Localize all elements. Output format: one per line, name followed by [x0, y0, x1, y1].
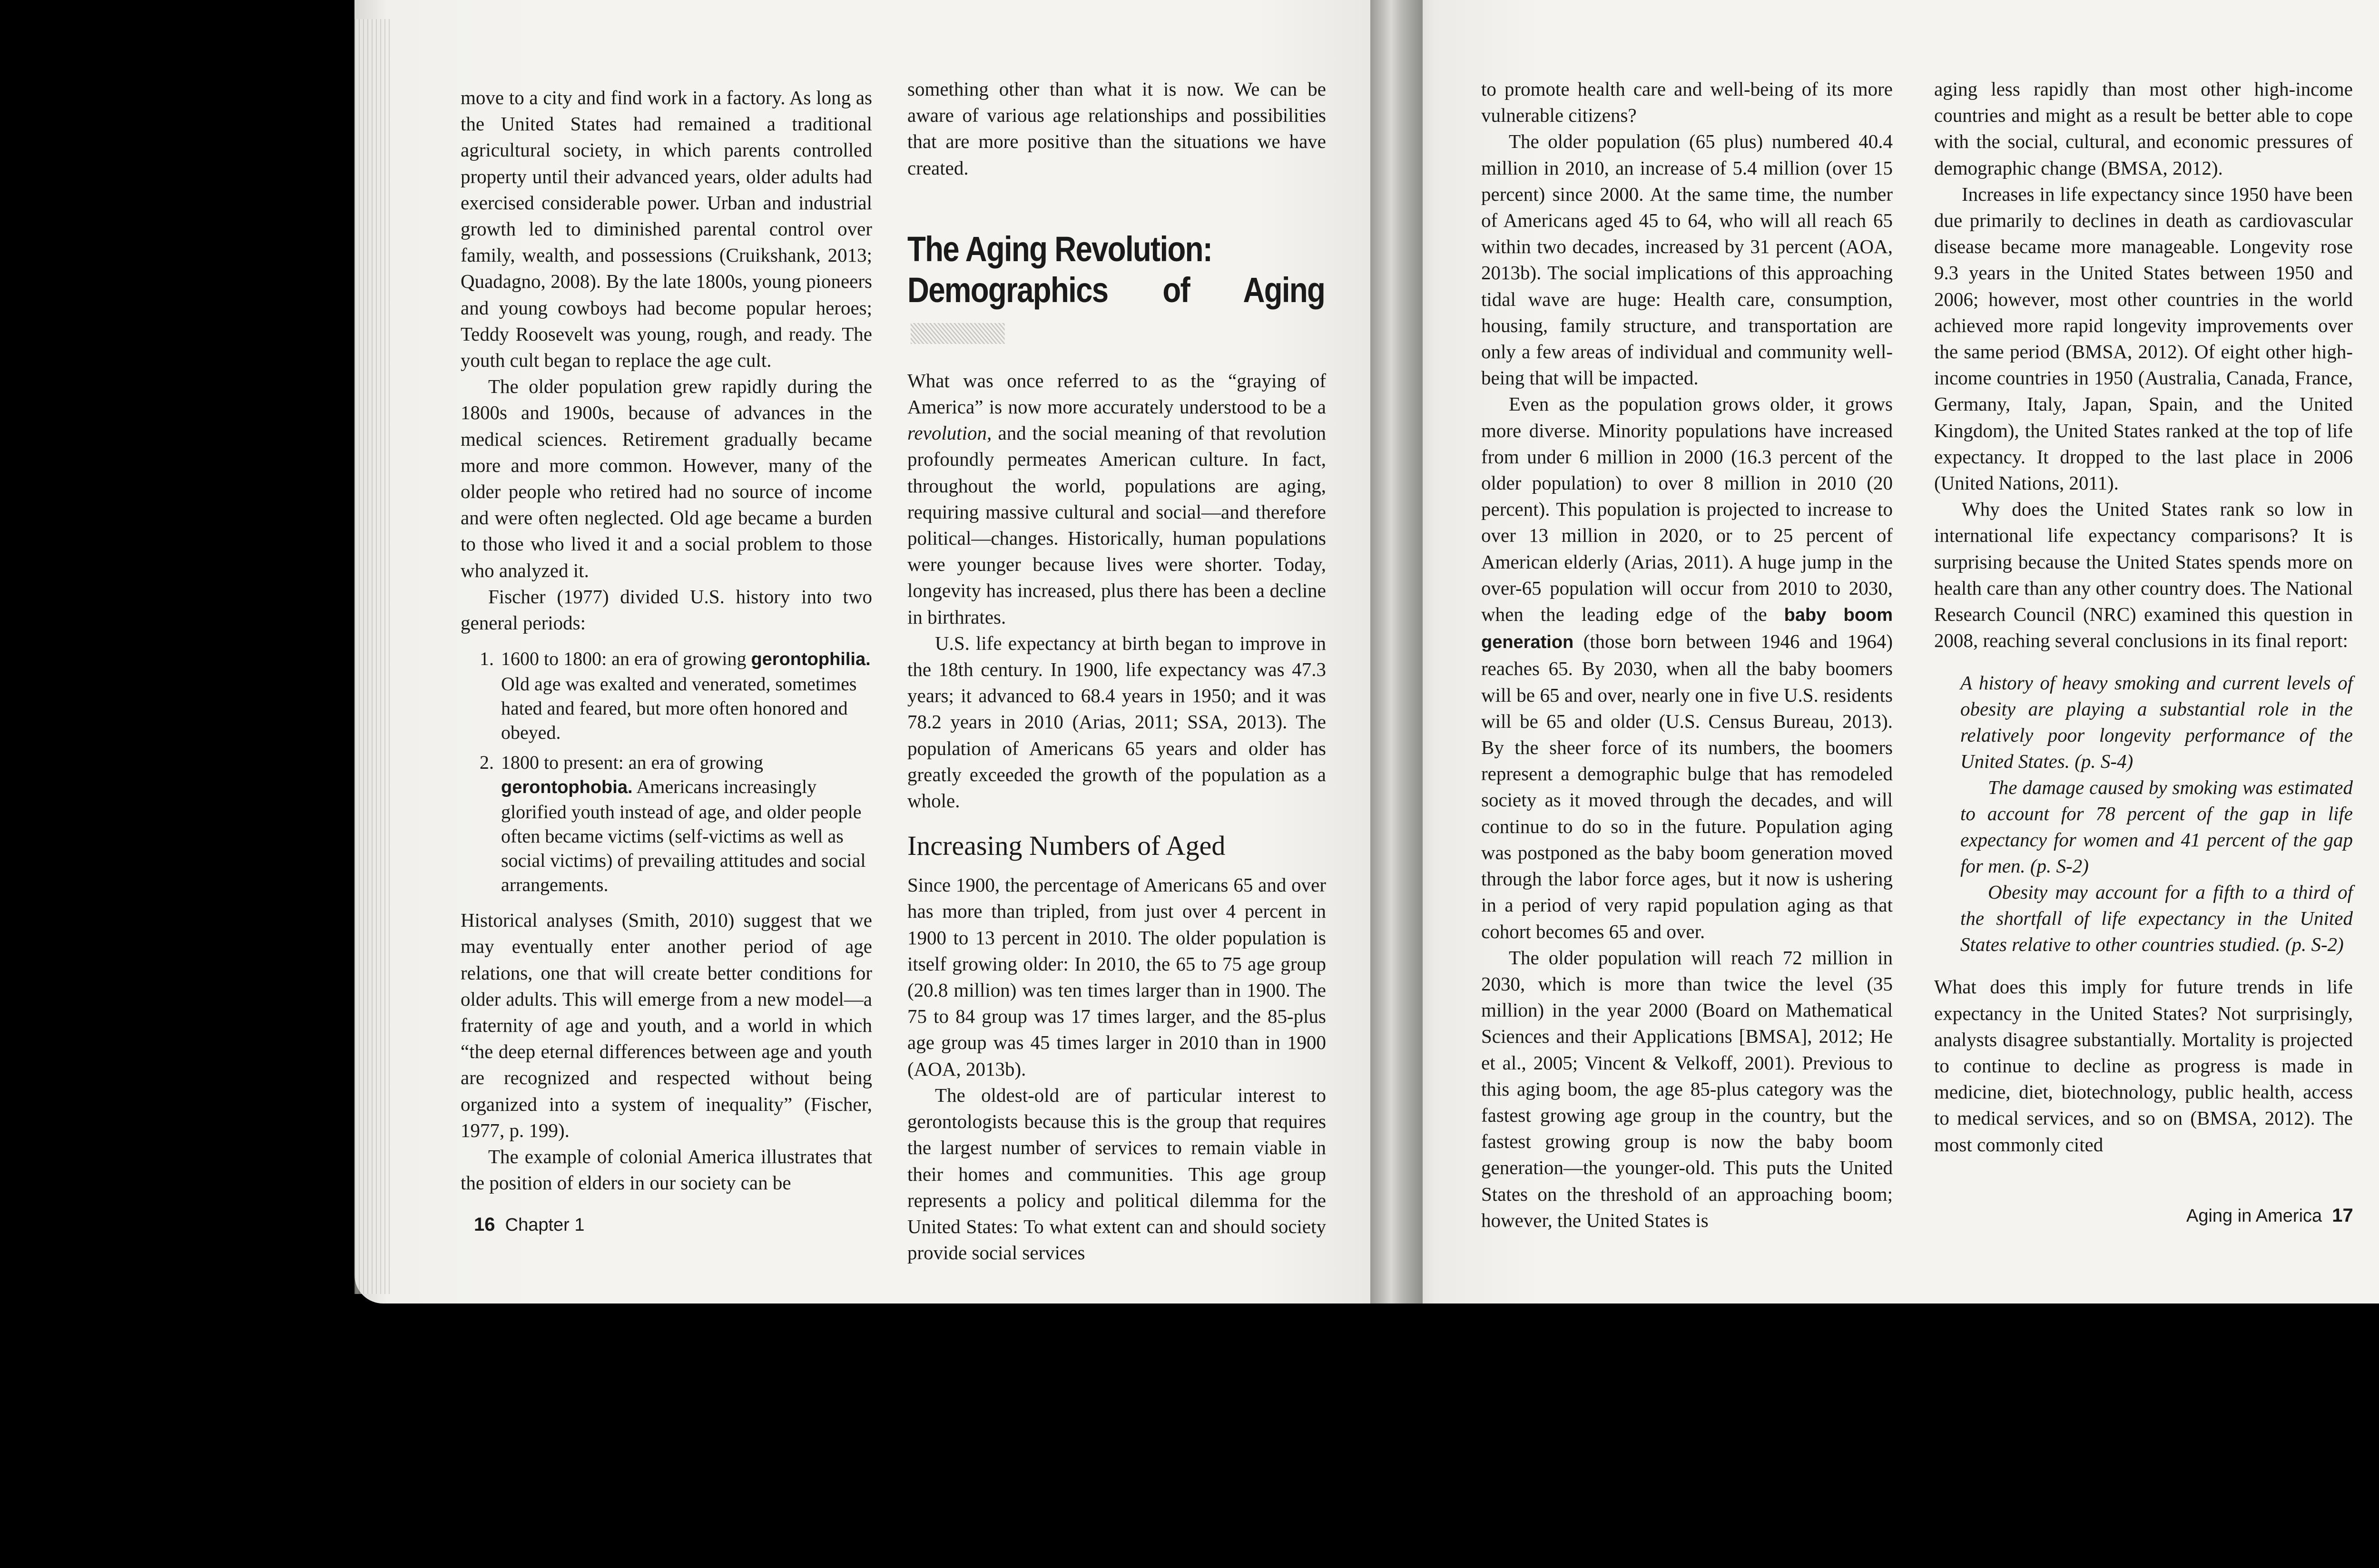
heading-rule [911, 323, 1005, 344]
list-number: 2. [480, 752, 494, 774]
book-spine [1370, 0, 1423, 1303]
right-page-folio [2186, 1205, 2353, 1226]
emphasis: revolution, [907, 422, 992, 444]
list-item [461, 647, 872, 745]
text-run: What was once referred to as the “graying of America” is now more accurately understood to be a [907, 369, 1326, 418]
subsection-heading: Increasing Numbers of Aged [907, 830, 1226, 862]
paragraph: Increases in life expectancy since 1950 have been due primarily to declines in death as cardiovascular disease became more manageable. Longevity rose 9.3 years in the United States between 1950 and 2006; however, most other countries in the world achieved more rapid longevity improvements over the same period (BMSA, 2012). Of eight other high-income countries in 1950 (Australia, Canada, France, Germany, Italy, Japan, Spain, and the United Kingdom), the United States ranked at the top of life expectancy. It dropped to the last place in 2006 (United Nations, 2011). [1934, 183, 2353, 494]
paragraph: Fischer (1977) divided U.S. history into two general periods: [461, 585, 872, 634]
list-text: Americans increasingly glorified youth instead of age, and older people often became victims (self-victims as well as social victims) of prevailing attitudes and social arrangements. [501, 776, 866, 896]
left-page-column-2 [907, 76, 1326, 1266]
paragraph: to promote health care and well-being of its more vulnerable citizens? [1481, 78, 1893, 127]
text-run: Even as the population grows older, it grows more diverse. Minority populations have increased from under 6 million in 2000 (16.3 percent of the older population) to over 8 million in 2010 (20 percent). This population is projected to increase to over 13 million in 2020, or to 25 percent of American elderly (Arias, 2011). A huge jump in the over-65 population will occur from 2010 to 2030, when the leading edge of the [1481, 393, 1893, 626]
list-text: 1600 to 1800: an era of growing [501, 648, 751, 670]
quote-paragraph: A history of heavy smoking and current levels of obesity are playing a substantial role in the relatively poor longevity performance of the United States. (p. S-4) [1960, 672, 2353, 773]
running-footer: Chapter 1 [505, 1215, 585, 1235]
list-text: 1800 to present: an era of growing [501, 752, 763, 774]
list-item [461, 750, 872, 897]
paragraph: What does this imply for future trends in life expectancy in the United States? Not surprisingly, analysts disagree substantially. Mortality is projected to continue to decline as progress is made in medicine, diet, biotechnology, public health, access to medical services, and so on (BMSA, 2012). The most commonly cited [1934, 976, 2353, 1156]
left-page-folio [474, 1214, 585, 1235]
left-page-column-1 [461, 85, 872, 1196]
page-edge-stack [354, 19, 390, 1294]
block-quote [1960, 670, 2353, 958]
paragraph: U.S. life expectancy at birth began to improve in the 18th century. In 1900, life expectancy was 47.3 years; it advanced to 68.4 years in 1950; and it was 78.2 years in 2010 (Arias, 2011; SSA, 2013). The population of Americans 65 years and older has greatly exceeded the growth of the population as a whole. [907, 632, 1326, 812]
list-text: Old age was exalted and venerated, sometimes hated and feared, but more often honored and obeyed. [501, 673, 857, 744]
right-page-column-1 [1481, 76, 1893, 1234]
paragraph: aging less rapidly than most other high-income countries and might as a result be better able to cope with the social, cultural, and economic pressures of demographic change (BMSA, 2012). [1934, 78, 2353, 179]
paragraph: Why does the United States rank so low in international life expectancy comparisons? It is surprising because the United States spends more on health care than any other country does. The National Research Council (NRC) examined this question in 2008, reaching several conclusions in its final report: [1934, 498, 2353, 652]
text-run: and the social meaning of that revolution profoundly permeates American culture. In fact, throughout the world, populations are aging, requiring massive cultural and social—and therefore political—changes. Historically, human populations were younger because lives were shorter. Today, longevity has increased, plus there has been a decline in birthrates. [907, 422, 1326, 628]
page-number: 17 [2332, 1205, 2353, 1226]
list-number: 1. [480, 648, 494, 670]
page-number: 16 [474, 1214, 495, 1235]
key-term: baby boom generation [1481, 605, 1893, 653]
running-footer: Aging in America [2186, 1206, 2322, 1226]
quote-paragraph: The damage caused by smoking was estimated to account for 78 percent of the gap in life expectancy for women and 41 percent of the gap for men. (p. S-2) [1960, 776, 2353, 877]
paragraph: Since 1900, the percentage of Americans 65 and over has more than tripled, from just over 4 percent in 1900 to 13 percent in 2010. The older population is itself growing older: In 2010, the 65 to 75 age group (20.8 million) was ten times larger than in 1900. The 75 to 84 group was 17 times larger, and the 85-plus age group was 45 times larger in 2010 than in 1900 (AOA, 2013b). [907, 874, 1326, 1080]
paragraph: The older population will reach 72 million in 2030, which is more than twice the level (35 million) in the year 2000 (Board on Mathematical Sciences and their Applications [BMSA], 2012; He et al., 2005; Vincent & Velkoff, 2001). Previous to this aging boom, the age 85-plus category was the fastest growing age group in the country, but the fastest growing group is now the baby boom generation—the younger-old. This puts the United States on the threshold of an approaching boom; however, the United States is [1481, 946, 1893, 1231]
paragraph: move to a city and find work in a factory. As long as the United States had remained a traditional agricultural society, in which parents controlled property until their advanced years, older adults had exercised considerable power. Urban and industrial growth led to diminished parental control over family, wealth, and possessions (Cruikshank, 2013; Quadagno, 2008). By the late 1800s, young pioneers and young cowboys had become popular heroes; Teddy Roosevelt was young, rough, and ready. The youth cult began to replace the age cult. [461, 87, 872, 372]
paragraph: The older population grew rapidly during the 1800s and 1900s, because of advances in the medical sciences. Retirement gradually became more and more common. However, many of the older people who retired had no source of income and were often neglected. Old age became a burden to those who lived it and a social problem to those who analyzed it. [461, 375, 872, 581]
key-term: gerontophilia. [751, 649, 871, 670]
periods-list [461, 647, 872, 897]
section-heading [907, 229, 1325, 352]
quote-paragraph: Obesity may account for a fifth to a third of the shortfall of life expectancy in the United States relative to other countries studied. (p. S-2) [1960, 881, 2353, 956]
paragraph: The older population (65 plus) numbered 40.4 million in 2010, an increase of 5.4 million (over 15 percent) since 2000. At the same time, the number of Americans aged 45 to 64, who will all reach 65 within two decades, increased by 31 percent (AOA, 2013b). The social implications of this approaching tidal wave are huge: Health care, consumption, housing, family structure, and transportation are only a few areas of individual and community well-being that will be impacted. [1481, 130, 1893, 389]
section-heading-line: The Aging Revolution: [907, 229, 1212, 269]
section-heading-line: Demographics of Aging [907, 270, 1325, 310]
text-run: (those born between 1946 and 1964) reaches 65. By 2030, when all the baby boomers will be 65 and over, nearly one in five U.S. residents will be 65 and older (U.S. Census Bureau, 2013). By the sheer force of its numbers, the boomers represent a demographic bulge that has remodeled society as it moved through the decades, and will continue to do so in the future. Population aging was postponed as the baby boom generation moved through the labor force ages, but it now is ushering in a period of very rapid population aging as that cohort becomes 65 and over. [1481, 630, 1893, 942]
paragraph [1481, 391, 1893, 944]
paragraph: Historical analyses (Smith, 2010) suggest that we may eventually enter another period of age relations, one that will create better conditions for older adults. This will emerge from a new model—a fraternity of age and youth, and a world in which “the deep eternal differences between age and youth are recognized and respected without being organized into a system of inequality” (Fischer, 1977, p. 199). [461, 909, 872, 1141]
paragraph: The oldest-old are of particular interest to gerontologists because this is the group that requires the largest number of services to remain viable in their homes and communities. This age group represents a policy and political dilemma for the United States: To what extent can and should society provide social services [907, 1084, 1326, 1264]
paragraph [907, 368, 1326, 630]
paragraph: The example of colonial America illustrates that the position of elders in our society can be [461, 1146, 872, 1194]
right-page-column-2 [1934, 76, 2353, 1158]
paragraph: something other than what it is now. We can be aware of various age relationships and possibilities that are more positive than the situations we have created. [907, 78, 1326, 179]
key-term: gerontophobia. [501, 777, 633, 798]
